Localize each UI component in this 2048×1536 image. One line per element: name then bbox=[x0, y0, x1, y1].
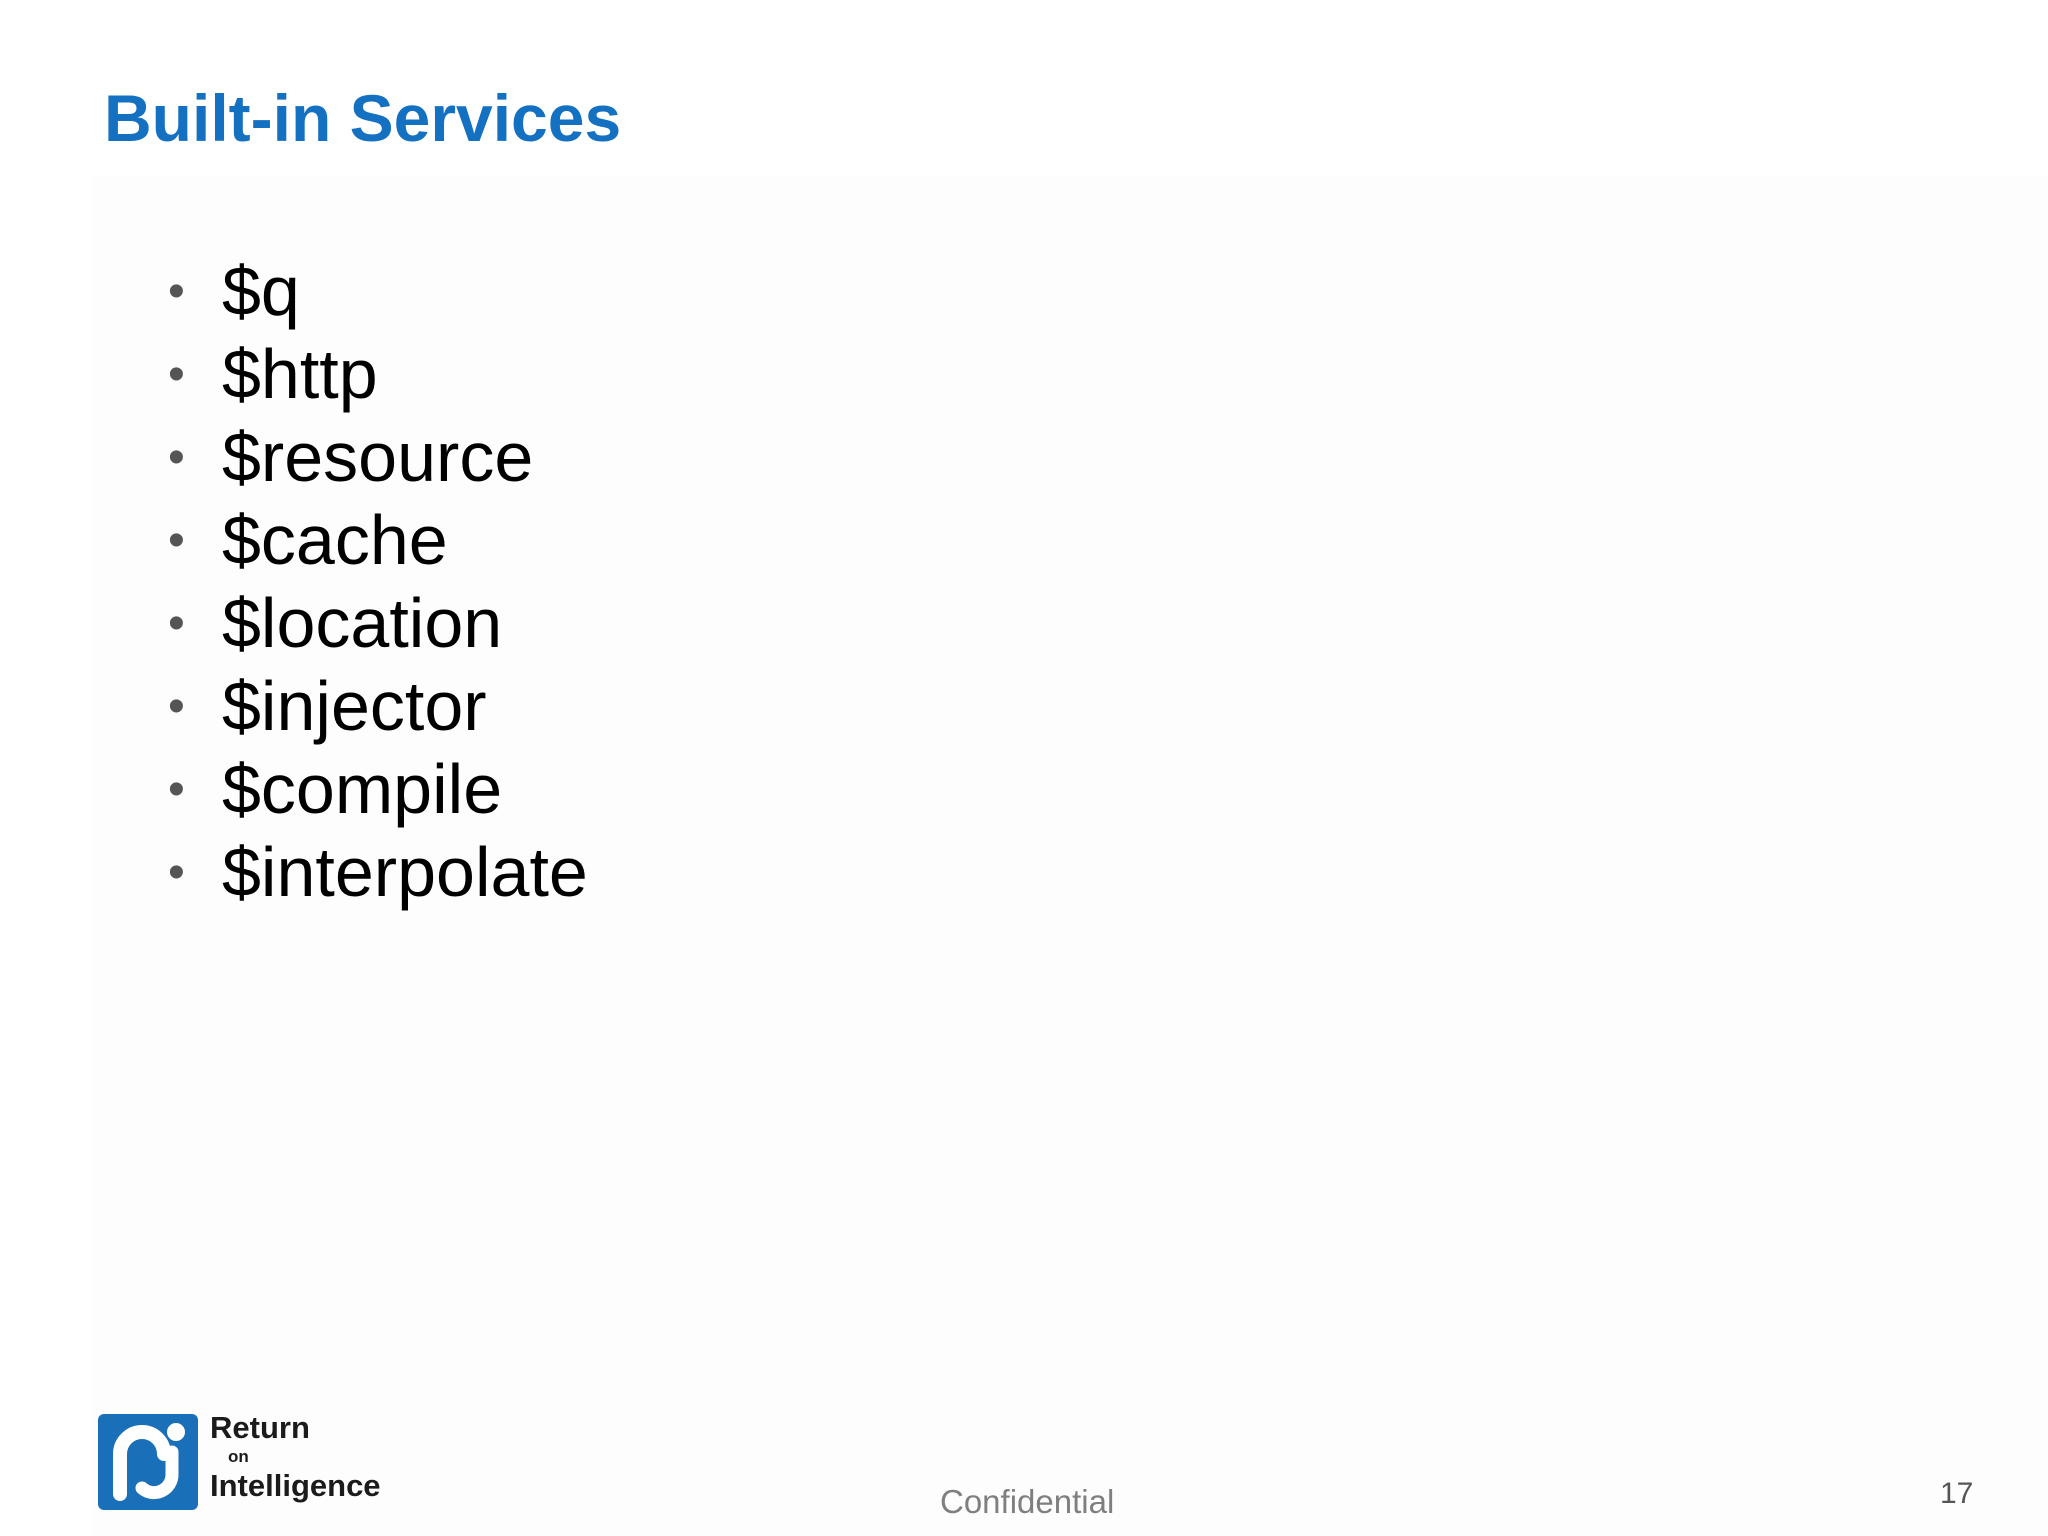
ri-logo-icon bbox=[98, 1414, 198, 1510]
bullet-item bbox=[168, 748, 588, 831]
logo-text-on: on bbox=[228, 1447, 249, 1466]
bullet-item bbox=[168, 250, 588, 333]
logo-text-return: Return bbox=[210, 1410, 310, 1445]
bullet-text: $location bbox=[222, 584, 503, 662]
page-number: 17 bbox=[1940, 1477, 1974, 1510]
logo-text-intelligence: Intelligence bbox=[210, 1468, 381, 1503]
bullet-text: $http bbox=[222, 335, 378, 413]
bullet-dot-icon: • bbox=[168, 348, 185, 401]
bullet-dot-icon: • bbox=[168, 763, 185, 816]
bullet-item bbox=[168, 831, 588, 914]
bullet-item bbox=[168, 333, 588, 416]
bullet-item bbox=[168, 499, 588, 582]
bullet-text: $interpolate bbox=[222, 833, 588, 911]
bullet-text: $cache bbox=[222, 501, 448, 579]
bullet-dot-icon: • bbox=[168, 846, 185, 899]
bullet-item bbox=[168, 665, 588, 748]
bullet-dot-icon: • bbox=[168, 265, 185, 318]
bullet-text: $q bbox=[222, 252, 300, 330]
slide-title: Built-in Services bbox=[104, 81, 622, 155]
bullet-item bbox=[168, 416, 588, 499]
bullet-text: $resource bbox=[222, 418, 534, 496]
bullet-dot-icon: • bbox=[168, 597, 185, 650]
bullet-list bbox=[168, 250, 588, 914]
company-logo bbox=[98, 1410, 398, 1510]
bullet-text: $injector bbox=[222, 667, 487, 745]
bullet-dot-icon: • bbox=[168, 514, 185, 567]
bullet-text: $compile bbox=[222, 750, 503, 828]
bullet-dot-icon: • bbox=[168, 680, 185, 733]
footer-confidential: Confidential bbox=[940, 1483, 1115, 1520]
bullet-dot-icon: • bbox=[168, 431, 185, 484]
bullet-item bbox=[168, 582, 588, 665]
